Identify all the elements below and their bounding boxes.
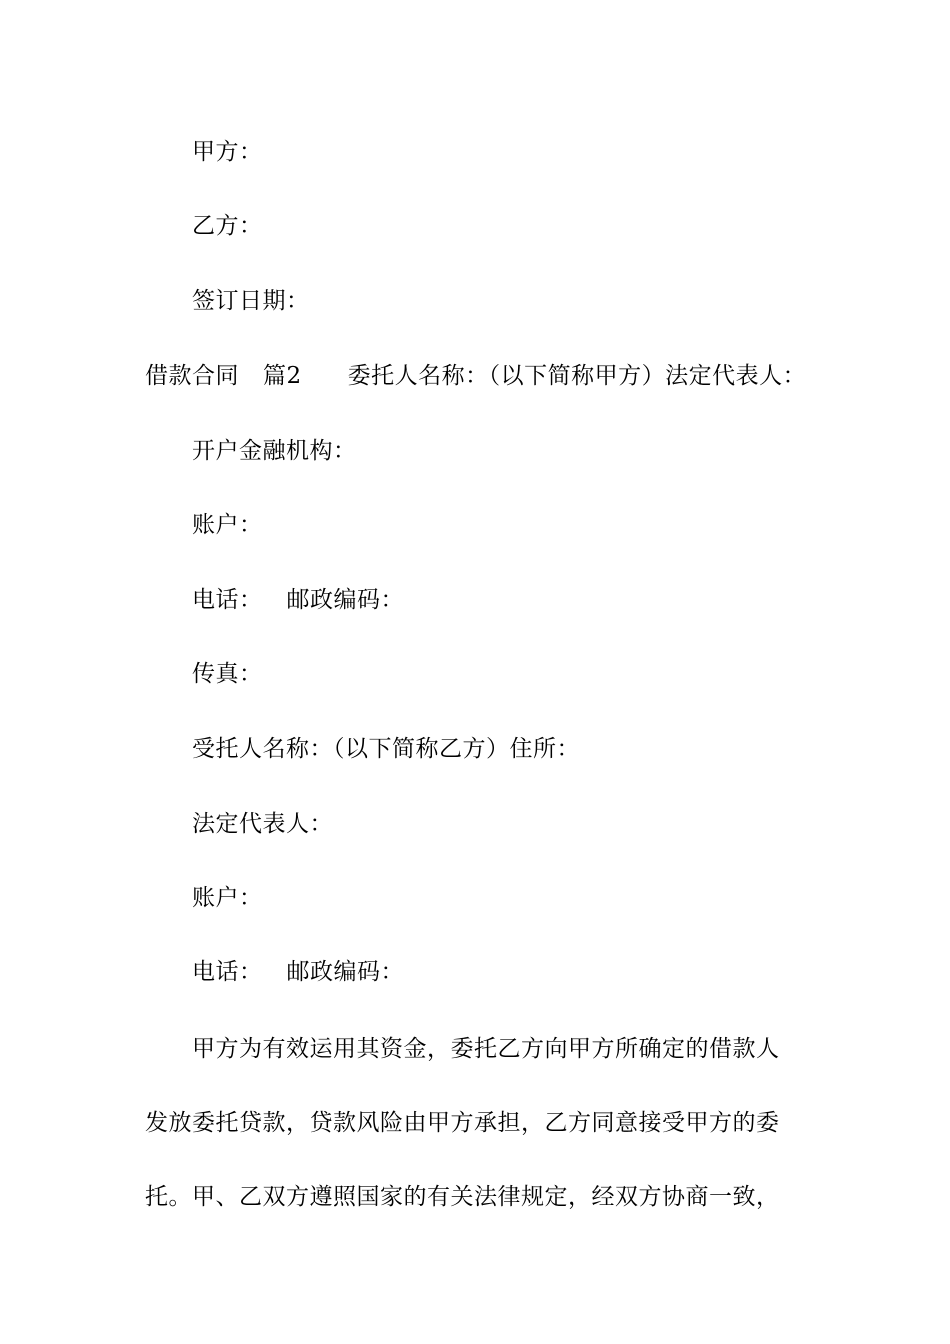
party-a-line: 甲方： [192,139,263,165]
section-number: 篇2 [263,363,302,389]
sign-date-line: 签订日期： [192,288,310,314]
party-b-line: 乙方： [192,213,263,239]
body-paragraph-line-3: 托。甲、乙双方遵照国家的有关法律规定，经双方协商一致， [145,1184,780,1210]
body-paragraph-line-1: 甲方为有效运用其资金，委托乙方向甲方所确定的借款人 [192,1036,780,1062]
fax-line: 传真： [192,661,263,687]
section-heading-line [145,361,806,391]
postcode-label-2: 邮政编码： [286,959,404,985]
account-line-2: 账户： [192,885,263,911]
phone-label-2: 电话： [192,959,263,985]
legal-rep-line: 法定代表人： [192,811,333,837]
section-title: 借款合同 [145,363,239,389]
principal-name-text: 委托人名称：（以下简称甲方）法定代表人： [347,363,807,389]
phone-postcode-line-1 [192,585,404,615]
phone-label-1: 电话： [192,587,263,613]
body-paragraph-line-2: 发放委托贷款，贷款风险由甲方承担，乙方同意接受甲方的委 [145,1110,780,1136]
bank-line: 开户金融机构： [192,438,357,464]
trustee-name-line: 受托人名称：（以下简称乙方）住所： [192,736,580,762]
account-line-1: 账户： [192,512,263,538]
postcode-label-1: 邮政编码： [286,587,404,613]
phone-postcode-line-2 [192,957,404,987]
